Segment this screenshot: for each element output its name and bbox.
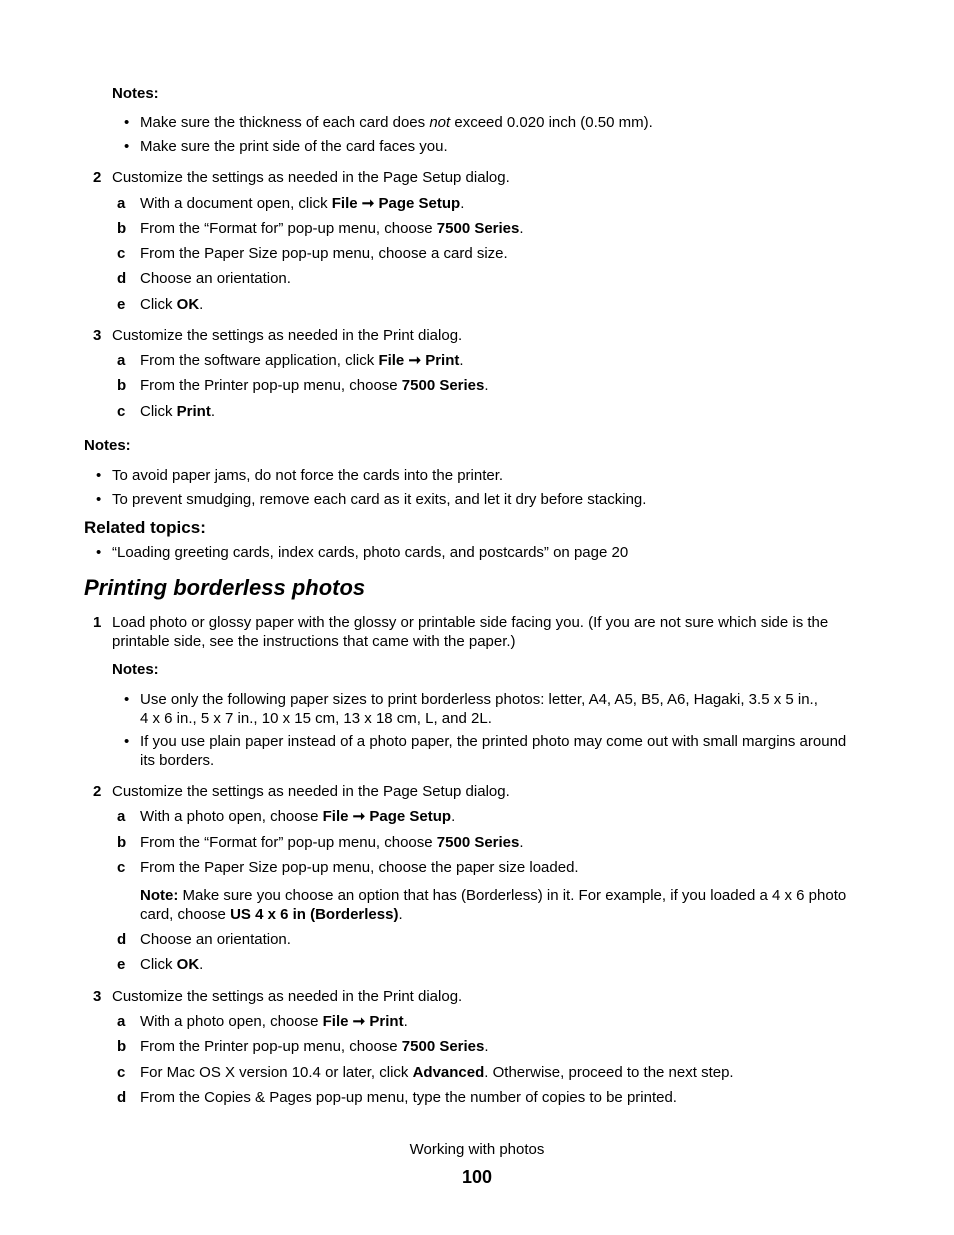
bullet: •	[96, 491, 102, 508]
step-text: Customize the settings as needed in the Page Setup dialog.	[112, 783, 510, 800]
related-topics-heading: Related topics:	[84, 518, 206, 537]
bullet: •	[124, 733, 130, 750]
substep-text: From the Printer pop-up menu, choose 7500 Series.	[140, 1038, 489, 1055]
substep-text: Click OK.	[140, 956, 204, 973]
step-number: 2	[93, 169, 102, 186]
substep-letter: e	[117, 296, 126, 313]
substep-text: For Mac OS X version 10.4 or later, click Advanced. Otherwise, proceed to the next step.	[140, 1064, 734, 1081]
substep-text: Choose an orientation.	[140, 931, 291, 948]
step-number: 2	[93, 783, 102, 800]
section-title: Printing borderless photos	[84, 575, 366, 600]
substep-letter: c	[117, 1064, 126, 1081]
note-smudging: To prevent smudging, remove each card as it exits, and let it dry before stacking.	[112, 491, 647, 508]
substep-text: From the Paper Size pop-up menu, choose the paper size loaded.	[140, 859, 579, 876]
substep-letter: d	[117, 1089, 127, 1106]
note-borderless-cont: card, choose US 4 x 6 in (Borderless).	[140, 906, 403, 923]
substep-letter: c	[117, 245, 126, 262]
note-borderless: Note: Make sure you choose an option that has (Borderless) in it. For example, if you loaded a 4 x 6 photo	[140, 887, 847, 904]
step-number: 3	[93, 988, 102, 1005]
substep-text: From the Paper Size pop-up menu, choose a card size.	[140, 245, 508, 262]
notes-heading: Notes:	[112, 661, 159, 678]
substep-letter: e	[117, 956, 126, 973]
note-plain-paper-cont: its borders.	[140, 752, 215, 769]
substep-text: Click OK.	[140, 296, 204, 313]
substep-text: With a document open, click File ➞ Page Setup.	[140, 195, 465, 212]
substep-letter: d	[117, 931, 127, 948]
arrow-icon: ➞	[361, 195, 375, 212]
substep-letter: a	[117, 808, 126, 825]
arrow-icon: ➞	[408, 352, 422, 369]
note-paper-sizes-cont: 4 x 6 in., 5 x 7 in., 10 x 15 cm, 13 x 18 cm, L, and 2L.	[140, 710, 492, 727]
substep-text: With a photo open, choose File ➞ Page Setup.	[140, 808, 456, 825]
substep-letter: a	[117, 1013, 126, 1030]
substep-letter: b	[117, 377, 127, 394]
substep-letter: b	[117, 220, 127, 237]
substep-letter: c	[117, 859, 126, 876]
substep-text: Choose an orientation.	[140, 270, 291, 287]
bullet: •	[96, 467, 102, 484]
substep-letter: d	[117, 270, 127, 287]
bullet: •	[124, 691, 130, 708]
step-text: Load photo or glossy paper with the glossy or printable side facing you. (If you are not sure which side is the	[112, 614, 829, 631]
step-text: Customize the settings as needed in the Page Setup dialog.	[112, 169, 510, 186]
bullet: •	[124, 114, 130, 131]
note-thickness: Make sure the thickness of each card does not exceed 0.020 inch (0.50 mm).	[140, 114, 653, 131]
substep-letter: c	[117, 403, 126, 420]
bullet: •	[96, 544, 102, 561]
substep-letter: a	[117, 352, 126, 369]
page-number: 100	[461, 1167, 493, 1187]
note-plain-paper: If you use plain paper instead of a photo paper, the printed photo may come out with small margins around	[140, 733, 847, 750]
substep-letter: b	[117, 834, 127, 851]
note-paper-jams: To avoid paper jams, do not force the cards into the printer.	[112, 467, 504, 484]
note-paper-sizes: Use only the following paper sizes to print borderless photos: letter, A4, A5, B5, A6, Hagaki, 3.5 x 5 in.,	[140, 691, 818, 708]
step-text-cont: printable side, see the instructions that came with the paper.)	[112, 633, 516, 650]
substep-text: From the Printer pop-up menu, choose 7500 Series.	[140, 377, 489, 394]
substep-letter: b	[117, 1038, 127, 1055]
substep-letter: a	[117, 195, 126, 212]
substep-text: Click Print.	[140, 403, 216, 420]
substep-text: From the software application, click File ➞ Print.	[140, 352, 464, 369]
step-text: Customize the settings as needed in the Print dialog.	[112, 327, 463, 344]
note-print-side: Make sure the print side of the card faces you.	[140, 138, 448, 155]
related-topic-link[interactable]: “Loading greeting cards, index cards, photo cards, and postcards” on page 20	[112, 544, 629, 561]
step-number: 1	[93, 614, 102, 631]
arrow-icon: ➞	[352, 808, 366, 825]
substep-text: From the Copies & Pages pop-up menu, type the number of copies to be printed.	[140, 1089, 677, 1106]
substep-text: From the “Format for” pop-up menu, choose 7500 Series.	[140, 220, 524, 237]
step-number: 3	[93, 327, 102, 344]
footer-chapter: Working with photos	[409, 1141, 545, 1158]
step-text: Customize the settings as needed in the Print dialog.	[112, 988, 463, 1005]
arrow-icon: ➞	[352, 1013, 366, 1030]
substep-text: From the “Format for” pop-up menu, choose 7500 Series.	[140, 834, 524, 851]
notes-heading: Notes:	[112, 85, 159, 102]
bullet: •	[124, 138, 130, 155]
substep-text: With a photo open, choose File ➞ Print.	[140, 1013, 408, 1030]
notes-heading: Notes:	[84, 437, 131, 454]
